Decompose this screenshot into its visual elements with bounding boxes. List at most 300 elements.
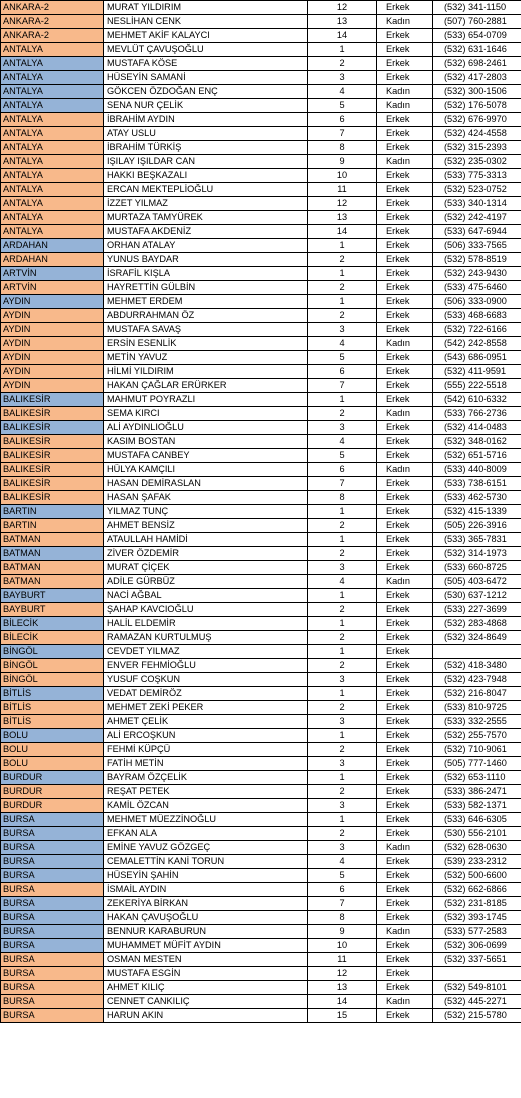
rank-number-cell: 3 (308, 757, 377, 771)
phone-cell: (533) 332-2555 (433, 715, 521, 729)
province-cell: AYDIN (1, 337, 104, 351)
candidate-name-cell: SENA NUR ÇELİK (104, 99, 308, 113)
gender-cell: Erkek (377, 421, 433, 435)
table-row (1, 659, 521, 673)
province-cell: ANTALYA (1, 71, 104, 85)
phone-cell: (532) 315-2393 (433, 141, 521, 155)
candidate-name-cell: MUSTAFA ESGİN (104, 967, 308, 981)
province-cell: BAYBURT (1, 603, 104, 617)
rank-number-cell: 1 (308, 505, 377, 519)
phone-cell: (530) 556-2101 (433, 827, 521, 841)
province-cell: AYDIN (1, 365, 104, 379)
table-row (1, 407, 521, 421)
gender-cell: Erkek (377, 603, 433, 617)
phone-cell: (532) 255-7570 (433, 729, 521, 743)
candidate-name-cell: MEHMET ZEKİ PEKER (104, 701, 308, 715)
gender-cell: Erkek (377, 855, 433, 869)
phone-cell: (533) 340-1314 (433, 197, 521, 211)
phone-cell: (532) 549-8101 (433, 981, 521, 995)
candidate-name-cell: MEVLÜT ÇAVUŞOĞLU (104, 43, 308, 57)
phone-cell: (532) 414-0483 (433, 421, 521, 435)
gender-cell: Erkek (377, 57, 433, 71)
candidate-name-cell: GÖKCEN ÖZDOĞAN ENÇ (104, 85, 308, 99)
gender-cell: Erkek (377, 729, 433, 743)
table-row (1, 799, 521, 813)
rank-number-cell: 4 (308, 85, 377, 99)
rank-number-cell: 1 (308, 771, 377, 785)
province-cell: BİTLİS (1, 715, 104, 729)
gender-cell: Erkek (377, 939, 433, 953)
rank-number-cell: 5 (308, 449, 377, 463)
province-cell: BATMAN (1, 575, 104, 589)
phone-cell: (532) 215-5780 (433, 1009, 521, 1023)
rank-number-cell: 13 (308, 15, 377, 29)
province-cell: BURSA (1, 855, 104, 869)
phone-cell: (507) 760-2881 (433, 15, 521, 29)
table-row (1, 183, 521, 197)
gender-cell: Erkek (377, 253, 433, 267)
table-row (1, 225, 521, 239)
phone-cell: (533) 582-1371 (433, 799, 521, 813)
table-row (1, 267, 521, 281)
candidate-name-cell: YILMAZ TUNÇ (104, 505, 308, 519)
gender-cell: Erkek (377, 505, 433, 519)
rank-number-cell: 7 (308, 477, 377, 491)
province-cell: BATMAN (1, 561, 104, 575)
province-cell: ARTVİN (1, 281, 104, 295)
phone-cell: (532) 243-9430 (433, 267, 521, 281)
province-cell: BİNGÖL (1, 673, 104, 687)
province-cell: AYDIN (1, 295, 104, 309)
candidate-name-cell: AHMET KILIÇ (104, 981, 308, 995)
table-row (1, 827, 521, 841)
rank-number-cell: 1 (308, 729, 377, 743)
province-cell: ANTALYA (1, 127, 104, 141)
rank-number-cell: 2 (308, 309, 377, 323)
table-row (1, 365, 521, 379)
candidate-name-cell: HÜSEYİN SAMANİ (104, 71, 308, 85)
rank-number-cell: 5 (308, 351, 377, 365)
candidate-name-cell: MUSTAFA KÖSE (104, 57, 308, 71)
candidate-name-cell: MUSTAFA SAVAŞ (104, 323, 308, 337)
gender-cell: Erkek (377, 239, 433, 253)
table-row (1, 533, 521, 547)
candidate-name-cell: EFKAN ALA (104, 827, 308, 841)
province-cell: BURSA (1, 953, 104, 967)
candidate-name-cell: KASIM BOSTAN (104, 435, 308, 449)
table-row (1, 785, 521, 799)
province-cell: ANTALYA (1, 43, 104, 57)
province-cell: ARDAHAN (1, 253, 104, 267)
gender-cell: Erkek (377, 785, 433, 799)
rank-number-cell: 14 (308, 29, 377, 43)
phone-cell: (532) 337-5651 (433, 953, 521, 967)
province-cell: BALIKESİR (1, 491, 104, 505)
candidate-name-cell: ORHAN ATALAY (104, 239, 308, 253)
phone-cell: (505) 777-1460 (433, 757, 521, 771)
table-row (1, 715, 521, 729)
rank-number-cell: 4 (308, 855, 377, 869)
rank-number-cell: 3 (308, 841, 377, 855)
gender-cell: Erkek (377, 197, 433, 211)
phone-cell: (532) 231-8185 (433, 897, 521, 911)
rank-number-cell: 9 (308, 155, 377, 169)
candidate-name-cell: MUHAMMET MÜFİT AYDIN (104, 939, 308, 953)
candidate-name-cell: HİLMİ YILDIRIM (104, 365, 308, 379)
gender-cell: Kadın (377, 99, 433, 113)
rank-number-cell: 2 (308, 547, 377, 561)
table-row (1, 43, 521, 57)
rank-number-cell: 1 (308, 239, 377, 253)
candidate-name-cell: MEHMET AKİF KALAYCI (104, 29, 308, 43)
province-cell: BALIKESİR (1, 477, 104, 491)
province-cell: BURSA (1, 911, 104, 925)
rank-number-cell: 1 (308, 813, 377, 827)
candidate-name-cell: ADİLE GÜRBÜZ (104, 575, 308, 589)
rank-number-cell: 1 (308, 295, 377, 309)
phone-cell: (532) 722-6166 (433, 323, 521, 337)
candidate-name-cell: İSMAİL AYDIN (104, 883, 308, 897)
phone-cell: (532) 631-1646 (433, 43, 521, 57)
province-cell: BALIKESİR (1, 421, 104, 435)
rank-number-cell: 2 (308, 743, 377, 757)
gender-cell: Erkek (377, 351, 433, 365)
candidate-name-cell: İBRAHİM TÜRKİŞ (104, 141, 308, 155)
gender-cell: Erkek (377, 687, 433, 701)
rank-number-cell: 7 (308, 379, 377, 393)
rank-number-cell: 3 (308, 715, 377, 729)
gender-cell: Kadın (377, 337, 433, 351)
candidate-name-cell: FEHMİ KÜPÇÜ (104, 743, 308, 757)
candidate-name-cell: NESLİHAN CENK (104, 15, 308, 29)
phone-cell (433, 645, 521, 659)
candidate-name-cell: BENNUR KARABURUN (104, 925, 308, 939)
candidate-name-cell: KAMİL ÖZCAN (104, 799, 308, 813)
candidate-name-cell: ATAULLAH HAMİDİ (104, 533, 308, 547)
phone-cell: (532) 500-6600 (433, 869, 521, 883)
gender-cell: Erkek (377, 673, 433, 687)
province-cell: ARDAHAN (1, 239, 104, 253)
table-row (1, 239, 521, 253)
table-row (1, 617, 521, 631)
gender-cell: Kadın (377, 85, 433, 99)
gender-cell: Erkek (377, 701, 433, 715)
phone-cell: (505) 403-6472 (433, 575, 521, 589)
gender-cell: Erkek (377, 911, 433, 925)
table-row (1, 743, 521, 757)
candidate-name-cell: IŞILAY IŞILDAR CAN (104, 155, 308, 169)
candidate-name-cell: ŞAHAP KAVCIOĞLU (104, 603, 308, 617)
table-row (1, 379, 521, 393)
table-row (1, 85, 521, 99)
gender-cell: Erkek (377, 477, 433, 491)
gender-cell: Erkek (377, 771, 433, 785)
province-cell: ANTALYA (1, 85, 104, 99)
table-row (1, 15, 521, 29)
rank-number-cell: 1 (308, 533, 377, 547)
phone-cell: (533) 766-2736 (433, 407, 521, 421)
rank-number-cell: 11 (308, 953, 377, 967)
rank-number-cell: 1 (308, 687, 377, 701)
phone-cell: (532) 578-8519 (433, 253, 521, 267)
candidate-name-cell: MEHMET ERDEM (104, 295, 308, 309)
gender-cell: Erkek (377, 715, 433, 729)
rank-number-cell: 2 (308, 281, 377, 295)
province-cell: BALIKESİR (1, 449, 104, 463)
table-row (1, 29, 521, 43)
rank-number-cell: 2 (308, 407, 377, 421)
rank-number-cell: 3 (308, 561, 377, 575)
table-body (1, 1, 521, 1023)
province-cell: BATMAN (1, 533, 104, 547)
phone-cell: (532) 418-3480 (433, 659, 521, 673)
gender-cell: Erkek (377, 547, 433, 561)
province-cell: ANTALYA (1, 113, 104, 127)
gender-cell: Kadın (377, 15, 433, 29)
table-row (1, 113, 521, 127)
gender-cell: Erkek (377, 589, 433, 603)
province-cell: BURSA (1, 981, 104, 995)
phone-cell: (532) 348-0162 (433, 435, 521, 449)
phone-cell (433, 967, 521, 981)
candidate-name-cell: NACİ AĞBAL (104, 589, 308, 603)
rank-number-cell: 1 (308, 267, 377, 281)
table-row (1, 561, 521, 575)
phone-cell: (542) 242-8558 (433, 337, 521, 351)
candidate-name-cell: MURAT YILDIRIM (104, 1, 308, 15)
phone-cell: (532) 415-1339 (433, 505, 521, 519)
table-row (1, 589, 521, 603)
phone-cell: (505) 226-3916 (433, 519, 521, 533)
phone-cell: (533) 646-6305 (433, 813, 521, 827)
gender-cell: Kadın (377, 841, 433, 855)
candidate-name-cell: VEDAT DEMİRÖZ (104, 687, 308, 701)
table-row (1, 841, 521, 855)
phone-cell: (533) 468-6683 (433, 309, 521, 323)
candidate-name-cell: YUSUF COŞKUN (104, 673, 308, 687)
rank-number-cell: 14 (308, 225, 377, 239)
rank-number-cell: 11 (308, 183, 377, 197)
table-row (1, 897, 521, 911)
gender-cell: Erkek (377, 743, 433, 757)
rank-number-cell: 3 (308, 673, 377, 687)
gender-cell: Erkek (377, 379, 433, 393)
rank-number-cell: 7 (308, 127, 377, 141)
gender-cell: Kadın (377, 155, 433, 169)
table-row (1, 505, 521, 519)
table-row (1, 421, 521, 435)
table-row (1, 323, 521, 337)
table-row (1, 463, 521, 477)
rank-number-cell: 6 (308, 883, 377, 897)
phone-cell: (532) 393-1745 (433, 911, 521, 925)
table-row (1, 939, 521, 953)
phone-cell: (532) 306-0699 (433, 939, 521, 953)
rank-number-cell: 3 (308, 799, 377, 813)
rank-number-cell: 2 (308, 785, 377, 799)
rank-number-cell: 1 (308, 645, 377, 659)
gender-cell: Erkek (377, 169, 433, 183)
gender-cell: Erkek (377, 645, 433, 659)
candidate-name-cell: HAKAN ÇAĞLAR ERÜRKER (104, 379, 308, 393)
table-row (1, 253, 521, 267)
candidate-name-cell: SEMA KIRCI (104, 407, 308, 421)
table-row (1, 435, 521, 449)
phone-cell: (532) 176-5078 (433, 99, 521, 113)
rank-number-cell: 12 (308, 967, 377, 981)
gender-cell: Erkek (377, 435, 433, 449)
candidate-name-cell: AHMET ÇELİK (104, 715, 308, 729)
rank-number-cell: 2 (308, 519, 377, 533)
candidate-name-cell: ALİ AYDINLIOĞLU (104, 421, 308, 435)
province-cell: AYDIN (1, 379, 104, 393)
gender-cell: Erkek (377, 813, 433, 827)
province-cell: BURSA (1, 883, 104, 897)
candidate-name-cell: HÜLYA KAMÇILI (104, 463, 308, 477)
rank-number-cell: 2 (308, 253, 377, 267)
table-row (1, 491, 521, 505)
candidate-name-cell: FATİH METİN (104, 757, 308, 771)
candidate-name-cell: HASAN ŞAFAK (104, 491, 308, 505)
province-cell: BAYBURT (1, 589, 104, 603)
gender-cell: Erkek (377, 281, 433, 295)
phone-cell: (530) 637-1212 (433, 589, 521, 603)
candidate-name-cell: MUSTAFA AKDENİZ (104, 225, 308, 239)
rank-number-cell: 2 (308, 631, 377, 645)
rank-number-cell: 7 (308, 897, 377, 911)
phone-cell: (506) 333-0900 (433, 295, 521, 309)
phone-cell: (533) 227-3699 (433, 603, 521, 617)
province-cell: ANTALYA (1, 211, 104, 225)
candidate-name-cell: İBRAHİM AYDIN (104, 113, 308, 127)
candidate-name-cell: CEVDET YILMAZ (104, 645, 308, 659)
candidate-name-cell: HAYRETTİN GÜLBİN (104, 281, 308, 295)
table-row (1, 1, 521, 15)
gender-cell: Kadın (377, 995, 433, 1009)
candidate-name-cell: HARUN AKIN (104, 1009, 308, 1023)
candidate-name-cell: MURAT ÇİÇEK (104, 561, 308, 575)
province-cell: BATMAN (1, 547, 104, 561)
rank-number-cell: 8 (308, 911, 377, 925)
phone-cell: (543) 686-0951 (433, 351, 521, 365)
province-cell: BOLU (1, 757, 104, 771)
gender-cell: Erkek (377, 295, 433, 309)
province-cell: ARTVİN (1, 267, 104, 281)
province-cell: ANTALYA (1, 57, 104, 71)
province-cell: BURDUR (1, 771, 104, 785)
gender-cell: Erkek (377, 211, 433, 225)
table-row (1, 197, 521, 211)
province-cell: ANTALYA (1, 225, 104, 239)
table-row (1, 645, 521, 659)
rank-number-cell: 6 (308, 113, 377, 127)
phone-cell: (506) 333-7565 (433, 239, 521, 253)
rank-number-cell: 3 (308, 323, 377, 337)
province-cell: BİLECİK (1, 617, 104, 631)
province-cell: ANTALYA (1, 183, 104, 197)
province-cell: ANTALYA (1, 155, 104, 169)
table-row (1, 547, 521, 561)
candidate-name-cell: İZZET YILMAZ (104, 197, 308, 211)
gender-cell: Erkek (377, 981, 433, 995)
phone-cell: (532) 628-0630 (433, 841, 521, 855)
province-cell: BARTIN (1, 505, 104, 519)
gender-cell: Erkek (377, 827, 433, 841)
phone-cell: (532) 242-4197 (433, 211, 521, 225)
candidate-name-cell: HÜSEYİN ŞAHİN (104, 869, 308, 883)
phone-cell: (532) 523-0752 (433, 183, 521, 197)
table-row (1, 477, 521, 491)
rank-number-cell: 1 (308, 43, 377, 57)
candidate-name-cell: METİN YAVUZ (104, 351, 308, 365)
table-row (1, 295, 521, 309)
phone-cell: (533) 654-0709 (433, 29, 521, 43)
province-cell: AYDIN (1, 351, 104, 365)
gender-cell: Erkek (377, 365, 433, 379)
table-row (1, 953, 521, 967)
gender-cell: Erkek (377, 113, 433, 127)
province-cell: BİTLİS (1, 701, 104, 715)
rank-number-cell: 2 (308, 701, 377, 715)
gender-cell: Erkek (377, 323, 433, 337)
phone-cell: (555) 222-5518 (433, 379, 521, 393)
phone-cell: (532) 662-6866 (433, 883, 521, 897)
province-cell: ANTALYA (1, 197, 104, 211)
phone-cell: (532) 423-7948 (433, 673, 521, 687)
rank-number-cell: 5 (308, 869, 377, 883)
rank-number-cell: 8 (308, 491, 377, 505)
table-row (1, 99, 521, 113)
province-cell: ANKARA-2 (1, 1, 104, 15)
province-cell: BURSA (1, 939, 104, 953)
phone-cell: (533) 775-3313 (433, 169, 521, 183)
phone-cell: (532) 698-2461 (433, 57, 521, 71)
table-row (1, 813, 521, 827)
gender-cell: Erkek (377, 967, 433, 981)
table-row (1, 883, 521, 897)
table-row (1, 701, 521, 715)
table-row (1, 351, 521, 365)
candidate-name-cell: ENVER FEHMİOĞLU (104, 659, 308, 673)
phone-cell: (532) 417-2803 (433, 71, 521, 85)
phone-cell: (532) 424-4558 (433, 127, 521, 141)
phone-cell: (532) 283-4868 (433, 617, 521, 631)
gender-cell: Erkek (377, 1, 433, 15)
gender-cell: Erkek (377, 127, 433, 141)
table-row (1, 869, 521, 883)
candidate-name-cell: ABDURRAHMAN ÖZ (104, 309, 308, 323)
table-row (1, 71, 521, 85)
gender-cell: Erkek (377, 561, 433, 575)
gender-cell: Erkek (377, 491, 433, 505)
rank-number-cell: 12 (308, 1, 377, 15)
gender-cell: Erkek (377, 533, 433, 547)
gender-cell: Erkek (377, 757, 433, 771)
province-cell: BURSA (1, 841, 104, 855)
phone-cell: (532) 300-1506 (433, 85, 521, 99)
table-row (1, 281, 521, 295)
rank-number-cell: 5 (308, 99, 377, 113)
candidate-name-cell: MUSTAFA CANBEY (104, 449, 308, 463)
gender-cell: Erkek (377, 393, 433, 407)
phone-cell: (533) 365-7831 (433, 533, 521, 547)
candidate-name-cell: ALİ ERCOŞKUN (104, 729, 308, 743)
province-cell: BALIKESİR (1, 393, 104, 407)
phone-cell: (539) 233-2312 (433, 855, 521, 869)
candidate-name-cell: HAKAN ÇAVUŞOĞLU (104, 911, 308, 925)
rank-number-cell: 9 (308, 925, 377, 939)
rank-number-cell: 6 (308, 463, 377, 477)
